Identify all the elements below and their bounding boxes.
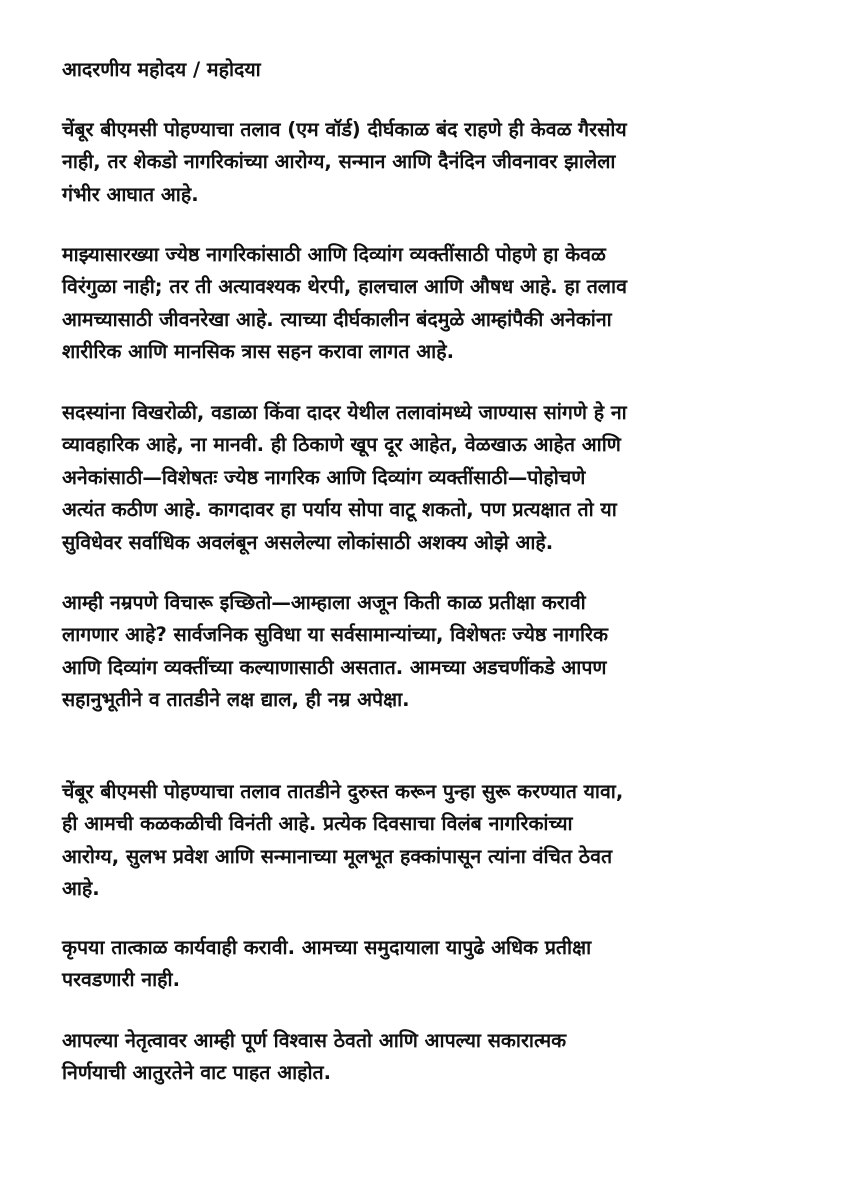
- paragraph-line: नाही, तर शेकडो नागरिकांच्या आरोग्य, सन्मान आणि दैनंदिन जीवनावर झालेला: [62, 150, 616, 174]
- paragraph-line: सदस्यांना विखरोळी, वडाळा किंवा दादर येथील तलावांमध्ये जाण्यास सांगणे हे ना: [62, 401, 627, 424]
- paragraph-6: [62, 932, 802, 997]
- paragraph-line: व्यावहारिक आहे, ना मानवी. ही ठिकाणे खूप दूर आहेत, वेळखाऊ आहेत आणि: [62, 433, 621, 457]
- paragraph-2: [62, 239, 802, 369]
- paragraph-line: चेंबूर बीएमसी पोहण्याचा तलाव तातडीने दुरुस्त करून पुन्हा सुरू करण्यात यावा,: [62, 780, 624, 803]
- paragraph-line: शारीरिक आणि मानसिक त्रास सहन करावा लागत आहे.: [62, 340, 454, 364]
- paragraph-line: आम्ही नम्रपणे विचारू इच्छितो—आम्हाला अजून किती काळ प्रतीक्षा करावी: [62, 591, 586, 614]
- paragraph-1: [62, 114, 802, 211]
- paragraph-line: आपल्या नेतृत्वावर आम्ही पूर्ण विश्वास ठेवतो आणि आपल्या सकारात्मक: [62, 1029, 567, 1052]
- paragraph-line: आमच्यासाठी जीवनरेखा आहे. त्याच्या दीर्घकालीन बंदमुळे आम्हांपैकी अनेकांना: [62, 307, 612, 331]
- paragraph-line: माझ्यासारख्या ज्येष्ठ नागरिकांसाठी आणि दिव्यांग व्यक्तींसाठी पोहणे हा केवळ: [62, 243, 606, 266]
- paragraph-line: सुविधेवर सर्वाधिक अवलंबून असलेल्या लोकांसाठी अशक्य ओझे आहे.: [62, 530, 554, 554]
- paragraph-line: गंभीर आघात आहे.: [62, 182, 199, 206]
- paragraph-line: लागणार आहे? सार्वजनिक सुविधा या सर्वसामान्यांच्या, विशेषतः ज्येष्ठ नागरिक: [62, 623, 609, 647]
- paragraph-line: अत्यंत कठीण आहे. कागदावर हा पर्याय सोपा वाटू शकतो, पण प्रत्यक्षात तो या: [62, 498, 617, 522]
- paragraph-5: [62, 776, 802, 906]
- paragraph-line: विरंगुळा नाही; तर ती अत्यावश्यक थेरपी, हालचाल आणि औषध आहे. हा तलाव: [62, 275, 627, 299]
- paragraph-4: [62, 587, 802, 717]
- paragraph-line: आहे.: [62, 877, 100, 901]
- salutation: आदरणीय महोदय / महोदया: [62, 58, 261, 81]
- paragraph-line: ही आमची कळकळीची विनंती आहे. प्रत्येक दिवसाचा विलंब नागरिकांच्या: [62, 812, 573, 836]
- paragraph-line: चेंबूर बीएमसी पोहण्याचा तलाव (एम वॉर्ड) दीर्घकाळ बंद राहणे ही केवळ गैरसोय: [62, 118, 627, 141]
- paragraph-line: परवडणारी नाही.: [62, 968, 180, 992]
- paragraph-line: अनेकांसाठी—विशेषतः ज्येष्ठ नागरिक आणि दिव्यांग व्यक्तींसाठी—पोहोचणे: [62, 465, 586, 489]
- paragraph-line: निर्णयाची आतुरतेने वाट पाहत आहोत.: [62, 1061, 332, 1085]
- paragraph-line: आरोग्य, सुलभ प्रवेश आणि सन्मानाच्या मूलभूत हक्कांपासून त्यांना वंचित ठेवत: [62, 844, 613, 868]
- paragraph-3: [62, 397, 802, 559]
- paragraph-7: [62, 1025, 802, 1090]
- paragraph-line: कृपया तात्काळ कार्यवाही करावी. आमच्या समुदायाला यापुढे अधिक प्रतीक्षा: [62, 936, 592, 959]
- paragraph-line: सहानुभूतीने व तातडीने लक्ष द्याल, ही नम्र अपेक्षा.: [62, 688, 410, 712]
- paragraph-line: आणि दिव्यांग व्यक्तींच्या कल्याणासाठी असतात. आमच्या अडचणींकडे आपण: [62, 655, 607, 679]
